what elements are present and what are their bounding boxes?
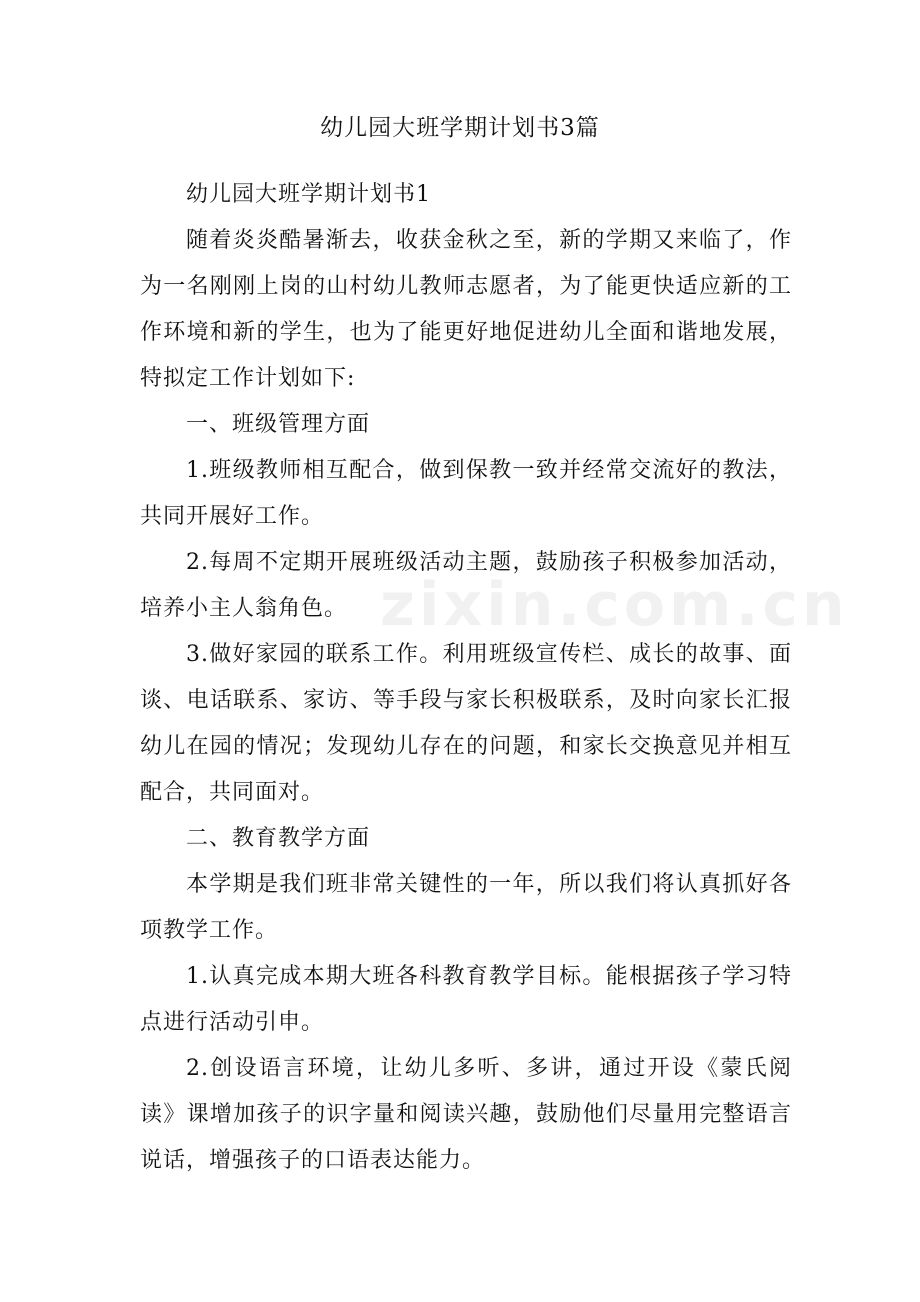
section-heading: 一、班级管理方面 <box>186 412 371 437</box>
paragraph: 2.创设语言环境，让幼儿多听、多讲，通过开设《蒙氏阅读》课增加孩子的识字量和阅读兴趣，鼓励他们尽量用完整语言说话，增强孩子的口语表达能力。 <box>140 1056 792 1173</box>
section-heading: 幼儿园大班学期计划书1 <box>186 182 431 207</box>
document-body <box>140 172 792 1184</box>
section-heading: 二、教育教学方面 <box>186 826 371 851</box>
document-title: 幼儿园大班学期计划书3篇 <box>320 115 600 141</box>
paragraph: 2.每周不定期开展班级活动主题，鼓励孩子积极参加活动，培养小主人翁角色。 <box>140 550 792 621</box>
paragraph: 3.做好家园的联系工作。利用班级宣传栏、成长的故事、面谈、电话联系、家访、等手段与家长积极联系，及时向家长汇报幼儿在园的情况；发现幼儿存在的问题，和家长交换意见并相互配合，共同面对。 <box>140 642 792 805</box>
paragraph: 1.认真完成本期大班各科教育教学目标。能根据孩子学习特点进行活动引申。 <box>140 964 792 1035</box>
paragraph: 1.班级教师相互配合，做到保教一致并经常交流好的教法，共同开展好工作。 <box>140 458 792 529</box>
paragraph: 随着炎炎酷暑渐去，收获金秋之至，新的学期又来临了，作为一名刚刚上岗的山村幼儿教师志愿者，为了能更快适应新的工作环境和新的学生，也为了能更好地促进幼儿全面和谐地发展，特拟定工作计划如下: <box>140 228 792 391</box>
paragraph: 本学期是我们班非常关键性的一年，所以我们将认真抓好各项教学工作。 <box>140 872 792 943</box>
watermark-text: zixin.com.cn <box>380 570 849 640</box>
